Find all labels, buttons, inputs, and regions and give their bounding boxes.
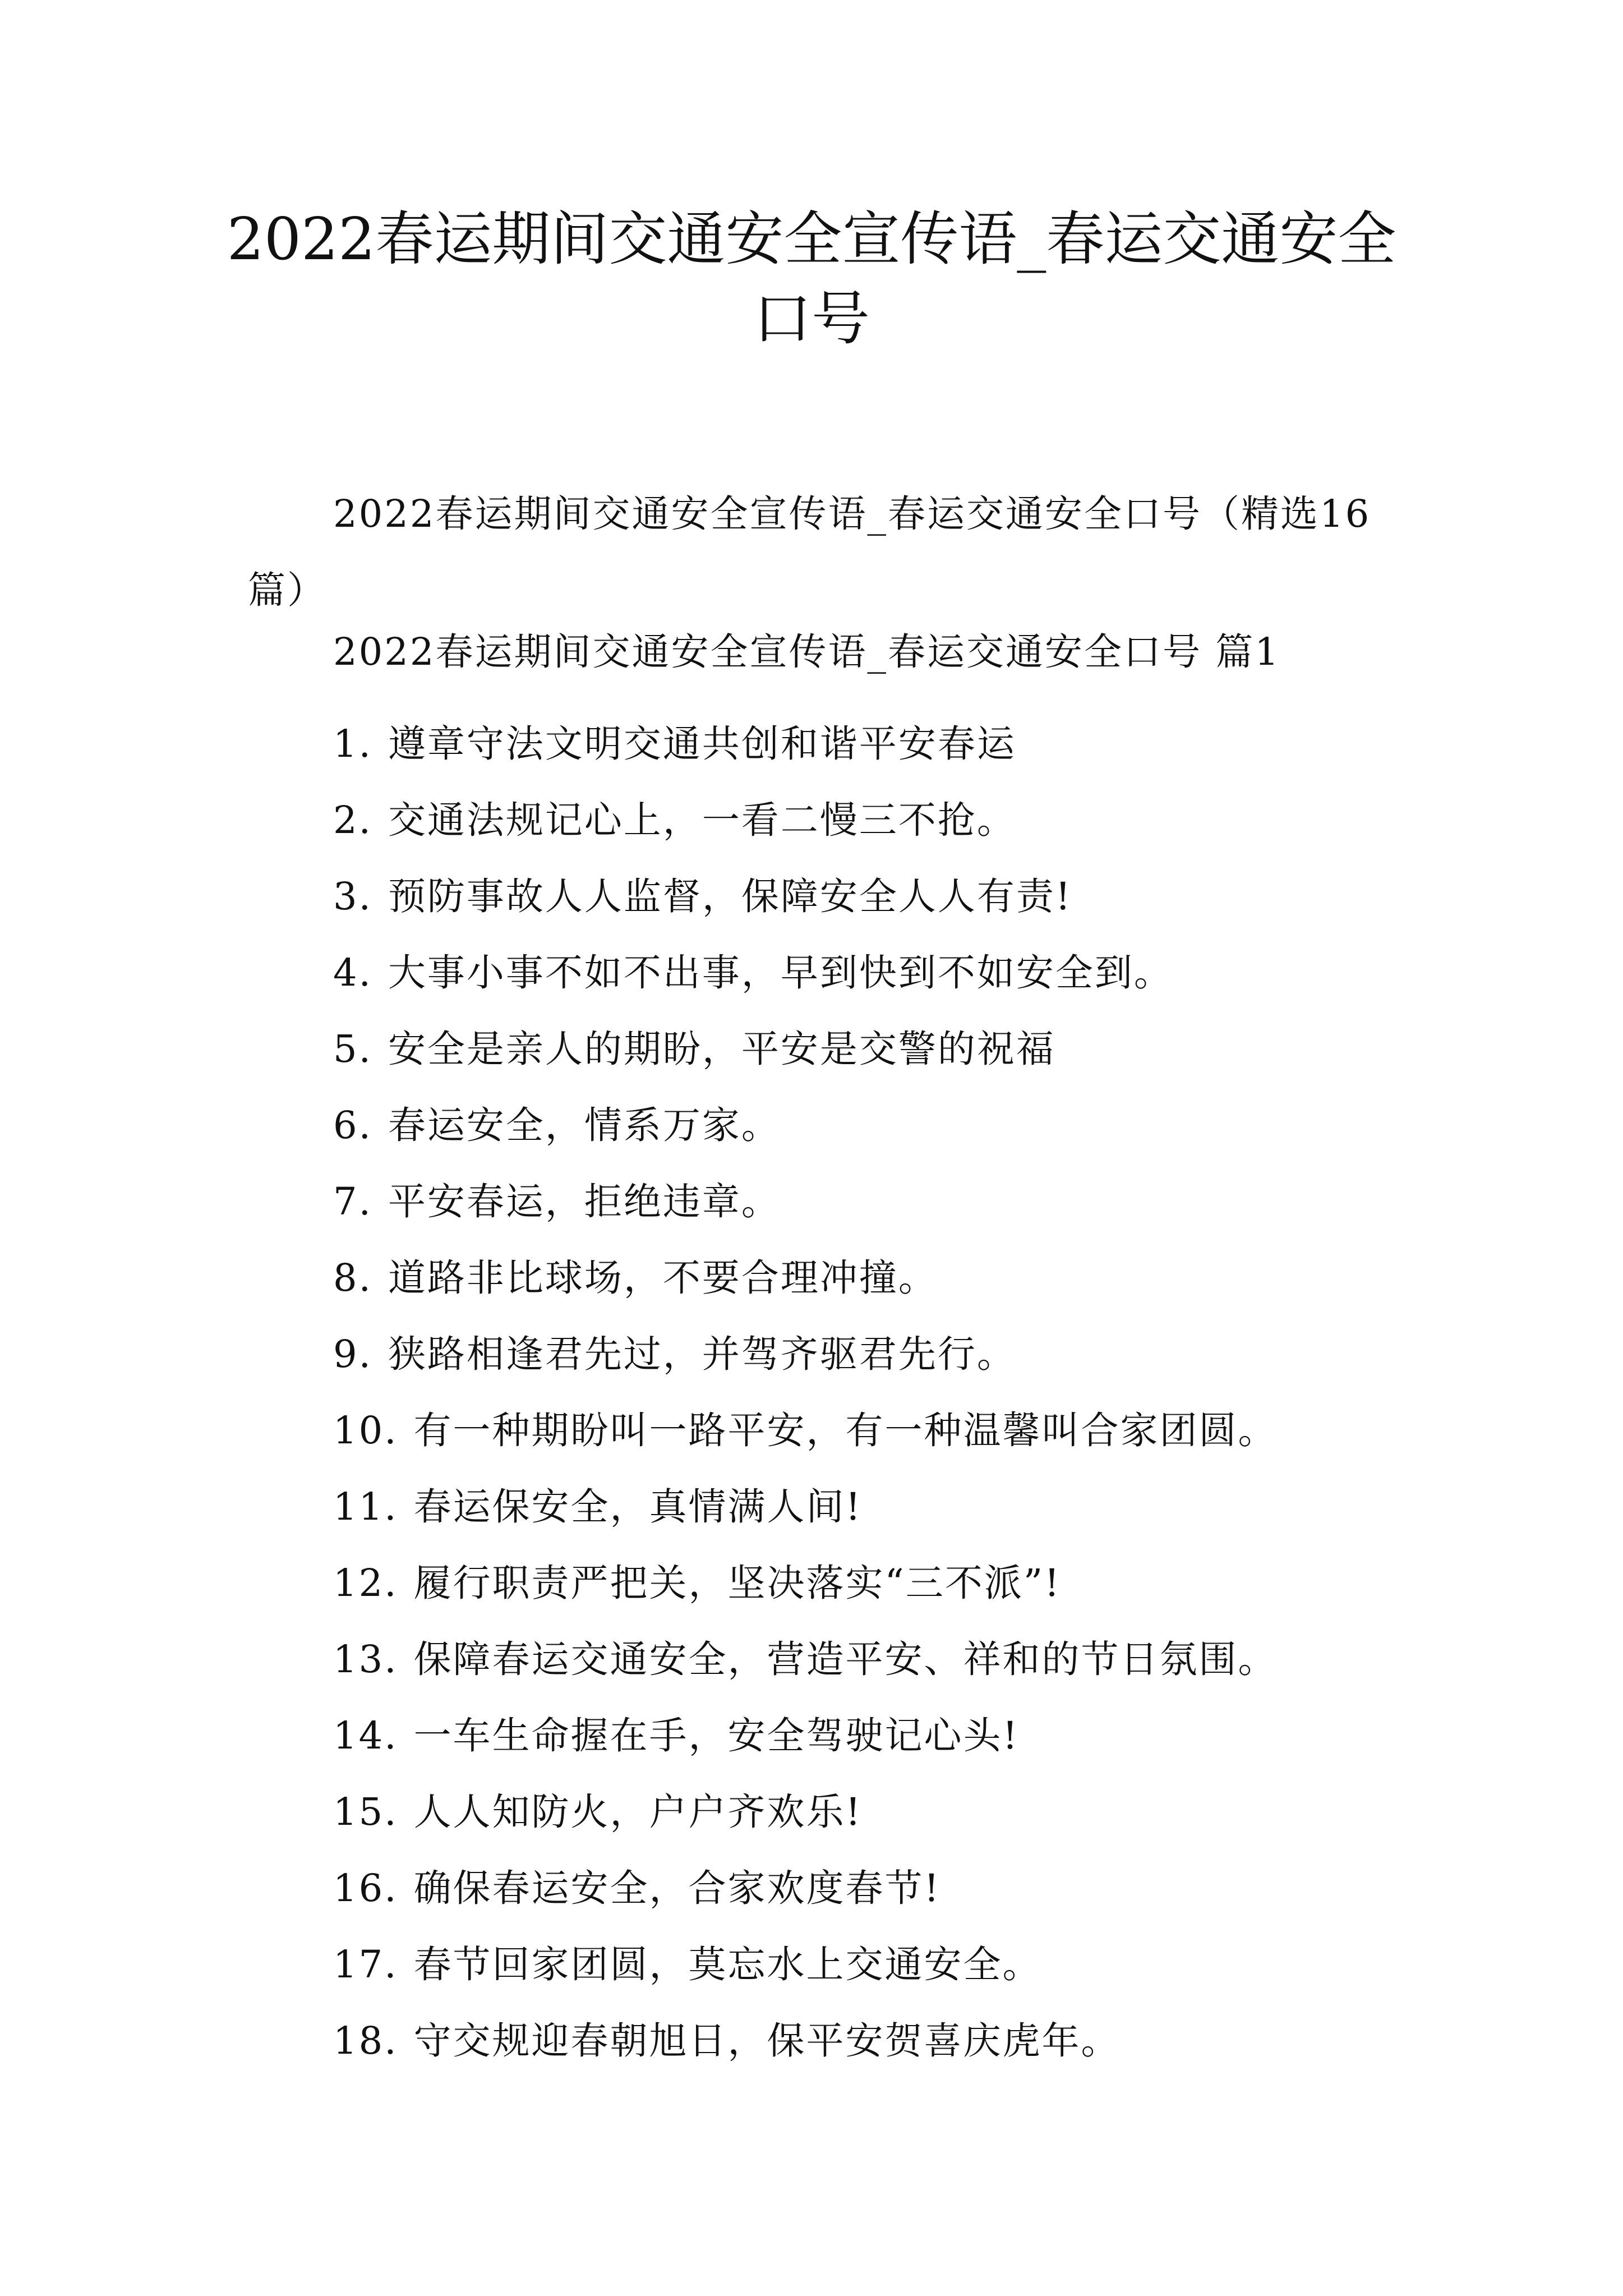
item-number: 5.	[333, 1027, 372, 1071]
item-text: 春节回家团圆，莫忘水上交通安全。	[413, 1943, 1042, 1986]
list-item	[333, 1316, 1595, 1392]
list-item	[333, 1621, 1595, 1697]
item-text: 有一种期盼叫一路平安，有一种温馨叫合家团圆。	[413, 1409, 1278, 1452]
item-number: 15.	[333, 1790, 398, 1834]
list-item	[333, 782, 1595, 858]
item-text: 春运保安全，真情满人间!	[413, 1485, 863, 1529]
item-text: 狭路相逢君先过，并驾齐驱君先行。	[388, 1332, 1016, 1376]
item-number: 1.	[333, 722, 372, 766]
item-text: 交通法规记心上，一看二慢三不抢。	[388, 798, 1016, 842]
list-item	[333, 1087, 1595, 1163]
item-number: 6.	[333, 1103, 372, 1147]
list-item	[333, 1850, 1595, 1926]
list-item	[333, 1545, 1595, 1621]
list-item	[333, 2003, 1595, 2079]
item-number: 10.	[333, 1409, 398, 1452]
item-number: 7.	[333, 1180, 372, 1223]
list-item	[333, 1163, 1595, 1240]
document-title: 2022春运期间交通安全宣传语_春运交通安全口号	[227, 205, 1396, 353]
item-text: 预防事故人人监督，保障安全人人有责!	[388, 875, 1072, 918]
item-number: 16.	[333, 1866, 398, 1910]
list-item	[333, 1697, 1595, 1774]
item-text: 春运安全，情系万家。	[388, 1103, 781, 1147]
item-number: 3.	[333, 875, 372, 918]
item-text: 确保春运安全，合家欢度春节!	[413, 1866, 941, 1910]
item-number: 9.	[333, 1332, 372, 1376]
list-item	[333, 858, 1595, 935]
list-item	[333, 1011, 1595, 1087]
item-number: 13.	[333, 1637, 398, 1681]
list-item	[333, 1392, 1595, 1469]
item-text: 履行职责严把关，坚决落实“三不派”!	[413, 1561, 1061, 1605]
item-number: 8.	[333, 1256, 372, 1300]
item-text: 遵章守法文明交通共创和谐平安春运	[388, 722, 1016, 766]
section-heading: 2022春运期间交通安全宣传语_春运交通安全口号 篇1	[333, 630, 1280, 674]
list-item	[333, 1469, 1595, 1545]
item-text: 守交规迎春朝旭日，保平安贺喜庆虎年。	[413, 2019, 1121, 2063]
item-text: 安全是亲人的期盼，平安是交警的祝福	[388, 1027, 1055, 1071]
list-item	[333, 706, 1595, 782]
item-text: 保障春运交通安全，营造平安、祥和的节日氛围。	[413, 1637, 1278, 1681]
item-text: 平安春运，拒绝违章。	[388, 1180, 781, 1223]
item-text: 道路非比球场，不要合理冲撞。	[388, 1256, 938, 1300]
item-number: 12.	[333, 1561, 398, 1605]
item-number: 11.	[333, 1485, 398, 1529]
list-item	[333, 1240, 1595, 1316]
item-text: 大事小事不如不出事，早到快到不如安全到。	[388, 951, 1173, 995]
item-text: 人人知防火，户户齐欢乐!	[413, 1790, 863, 1834]
item-number: 17.	[333, 1943, 398, 1986]
intro-paragraph: 2022春运期间交通安全宣传语_春运交通安全口号（精选16篇）	[248, 492, 1371, 612]
list-item	[333, 1926, 1595, 2003]
list-item	[333, 935, 1595, 1011]
list-item	[333, 1774, 1595, 1850]
slogan-list	[333, 706, 1595, 2079]
item-number: 14.	[333, 1714, 398, 1757]
item-number: 18.	[333, 2019, 398, 2063]
item-number: 4.	[333, 951, 372, 995]
item-number: 2.	[333, 798, 372, 842]
item-text: 一车生命握在手，安全驾驶记心头!	[413, 1714, 1020, 1757]
